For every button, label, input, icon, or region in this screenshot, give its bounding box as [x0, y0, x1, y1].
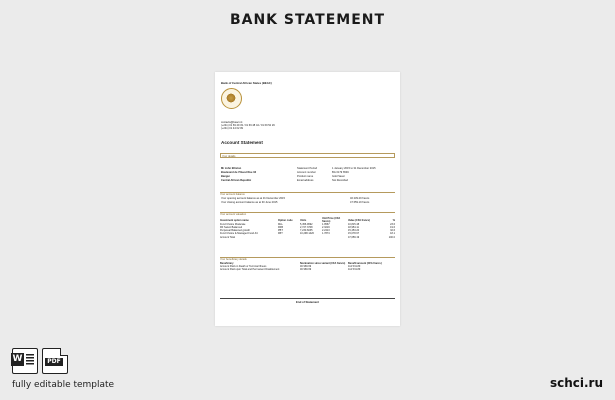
table-cell: 47,659.19: [348, 235, 360, 239]
section-beneficiary-label: Your beneficiary details: [220, 258, 247, 261]
beneficiary-table: [220, 262, 395, 271]
word-document-icon: [12, 348, 38, 374]
table-cell: 46 969.69: [300, 265, 312, 269]
table-cell: PBT: [278, 229, 283, 233]
table-cell: 10,298.1426: [300, 232, 314, 236]
valuation-header-cell: Unit Price (CFA francs): [322, 217, 341, 224]
contact-fax: (+241) 01 44 02 09: [221, 127, 243, 130]
valuation-header-cell: Investment option name: [220, 218, 249, 222]
table-cell: Account Paid on Death or Terminal Illness: [220, 265, 267, 269]
table-cell: 2,727.3708: [300, 226, 313, 230]
statement-page: [215, 72, 400, 326]
section-details-label: Your details: [222, 154, 236, 158]
table-cell: RF Select Balanced: [220, 226, 243, 230]
table-cell: 19.6: [390, 226, 395, 230]
valuation-header-cell: Option code: [278, 218, 293, 222]
table-cell: 18.1: [390, 232, 395, 236]
beneficiary-header-cell: Beneficiary: [220, 262, 234, 265]
holder-country: Central African Republic: [221, 179, 252, 182]
table-cell: 18,954.11: [348, 226, 359, 230]
table-cell: Account Paid upon Total and Permanent Disablement: [220, 268, 280, 272]
table-cell: [278, 236, 300, 239]
table-cell: RFB: [278, 226, 283, 230]
contact-phone: (+241) 01 69 49 33 / 01 69 48 44 / 01 69 52 29: [221, 124, 275, 127]
table-cell: Account Total: [220, 235, 235, 239]
holder-city: Bangui: [221, 175, 230, 178]
opening-balance-value: 46 239.29 francs: [350, 197, 370, 200]
closing-balance-label: Your closing account balance as at 30 June 2015: [221, 201, 278, 204]
detail-value-period: 1 January 2015 to 31 December 2015: [332, 167, 376, 170]
bank-name: Bank of Central African States (BEAC): [221, 81, 272, 85]
table-row: [220, 268, 395, 271]
valuation-header-cell: %: [392, 218, 395, 222]
section-valuation-rule: [220, 212, 395, 213]
section-details: [220, 153, 395, 158]
table-cell: 7,230.6035: [300, 229, 313, 233]
detail-label-product: Product name: [297, 175, 314, 178]
detail-value-account: BG 0179 6549: [332, 171, 349, 174]
table-cell: FBT: [278, 232, 283, 236]
detail-label-account: Account number: [297, 171, 316, 174]
pdf-document-icon: [42, 348, 68, 374]
table-cell: MLL: [278, 223, 283, 227]
total-row: [220, 236, 395, 239]
beneficiary-header-cell: Nomination since variant (CFA francs): [300, 262, 346, 265]
contact-email: contacts@beac.int: [221, 121, 243, 124]
site-link[interactable]: schci.ru: [549, 376, 603, 390]
table-cell: 10,815.48: [348, 223, 360, 227]
end-of-statement: End of Statement: [296, 300, 319, 304]
table-cell: 32.6: [390, 229, 395, 233]
table-cell: Fund Choice & Managed Fund-34: [220, 232, 258, 236]
pdf-label: PDF: [45, 358, 63, 366]
opening-balance-label: Your opening account balance as at 31 December 2015: [221, 197, 285, 200]
table-cell: 112 531.89: [348, 265, 361, 269]
table-cell: 100.0: [388, 235, 395, 239]
table-cell: 23.6: [390, 223, 395, 227]
end-rule: [220, 298, 395, 299]
bank-logo: [221, 88, 242, 109]
table-cell: Perpetual Balanced growth: [220, 229, 251, 233]
beneficiary-header-cell: Benefit amount (CFA francs): [348, 262, 382, 265]
valuation-header-cell: Units: [300, 218, 307, 222]
table-cell: 1.7874: [322, 232, 330, 236]
detail-value-email: Not Recorded: [332, 179, 349, 182]
holder-street: Boulevard de l'Ouest Rue 33: [221, 171, 257, 174]
table-cell: [322, 236, 348, 239]
detail-value-product: Gold Saver: [332, 175, 345, 178]
table-cell: 2.2413: [322, 229, 330, 233]
table-cell: 15,078.67: [348, 232, 360, 236]
section-balance-rule: [220, 192, 395, 193]
holder-name: Mr John Elliston: [221, 167, 242, 170]
closing-balance-value: 47 659.19 francs: [350, 201, 370, 204]
valuation-table: [220, 217, 395, 239]
detail-label-email: Email address: [297, 179, 314, 182]
table-cell: 5,456.9692: [300, 223, 313, 227]
valuation-header-cell: Value (CFA francs): [348, 218, 370, 222]
section-balance-label: Your account balance: [220, 193, 245, 196]
template-caption: fully editable template: [12, 380, 115, 390]
table-cell: Fund Choice Moderate: [220, 223, 246, 227]
detail-label-period: Statement Period: [297, 167, 318, 170]
page-title: BANK STATEMENT: [229, 12, 386, 28]
section-valuation-label: Your account valuation: [220, 213, 247, 216]
table-cell: [300, 236, 322, 239]
table-cell: 15,453.20: [348, 229, 360, 233]
word-letter: W: [12, 354, 23, 364]
table-cell: 1.9567: [322, 223, 330, 227]
statement-title: Account Statement: [221, 140, 263, 145]
table-cell: 46 969.69: [300, 268, 312, 272]
table-cell: 112 531.89: [348, 268, 361, 272]
table-cell: 2.3219: [322, 226, 330, 230]
